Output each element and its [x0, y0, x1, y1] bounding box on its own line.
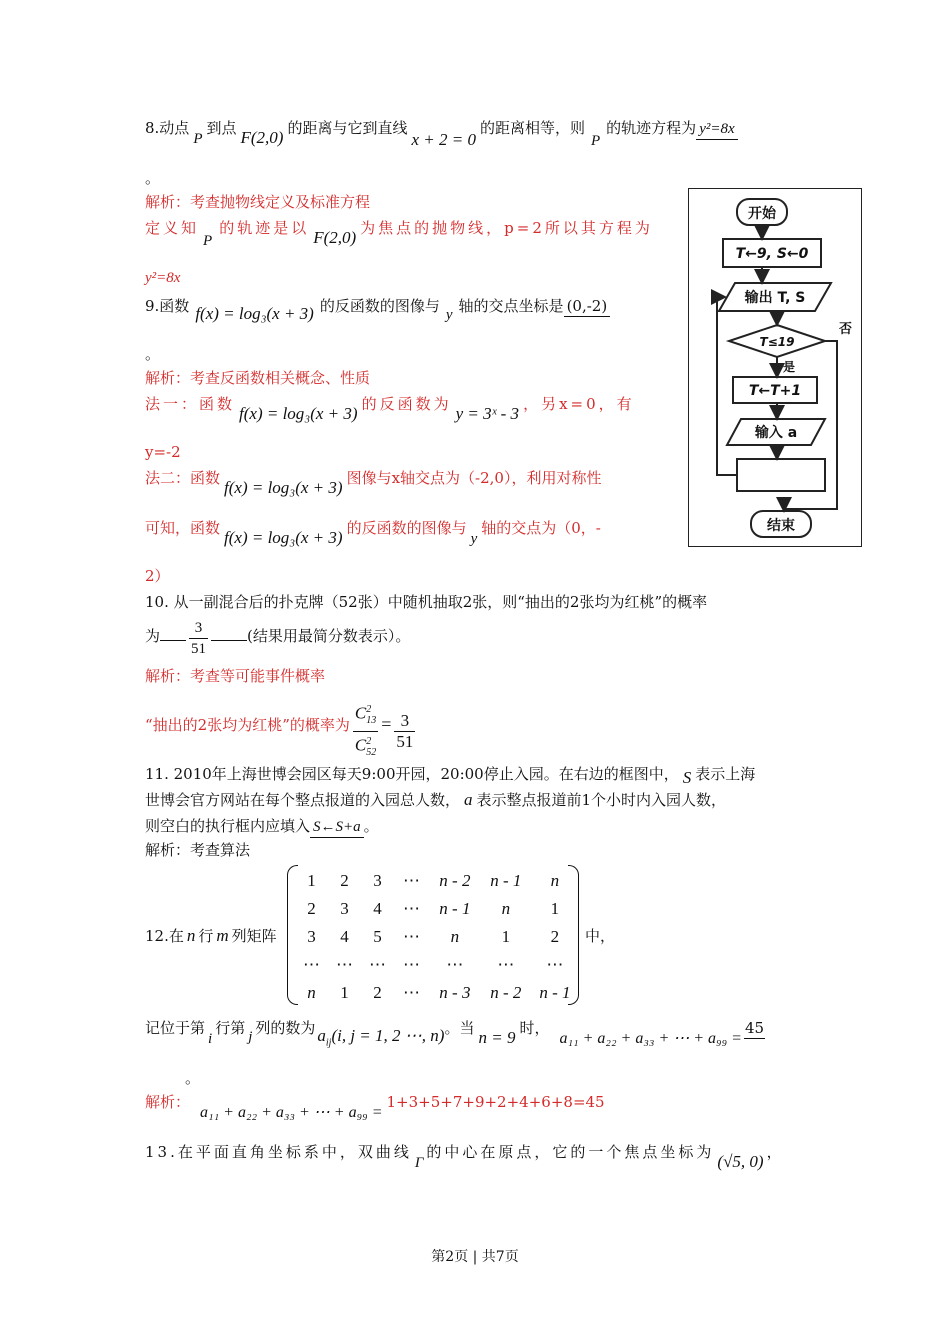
matrix-cell: n - 3 [439, 983, 471, 1002]
q9-tail: 。 [145, 345, 161, 363]
matrix-cell: n [307, 983, 316, 1002]
matrix-cell: 5 [373, 927, 382, 946]
q12-solution: 解析：a₁₁ + a₂₂ + a₃₃ + ⋯ + a₉₉ =1+3+5+7+9+2+4+6+8=45 [145, 1093, 605, 1121]
q8-line: 8.动点P到点 F(2,0) 的距离与它到直线x + 2 = 0的距离相等，则P的轨迹方程为 y²=8x [145, 118, 738, 140]
q11-answer: S←S+a [310, 817, 364, 838]
fc-init-label: T←9, S←0 [735, 246, 809, 262]
matrix-row [295, 895, 579, 923]
q13-line: 13.在平面直角坐标系中，双曲线Γ的中心在原点，它的一个焦点坐标为 (√5, 0) ， [145, 1143, 785, 1171]
matrix-cell: ⋯ [403, 927, 420, 946]
matrix-cell: 3 [340, 899, 349, 918]
matrix-cell: ⋯ [446, 955, 464, 974]
q12-line2: 记位于第i行第 j 列的数为 $a_{ij}(i$, j = 1, 2 ⋯, n)。当 n = 9 时，a₁₁ + a₂₂ + a₃₃ + ⋯ + a₉₉ =45 [145, 1019, 765, 1049]
matrix-cell: 1 [550, 899, 560, 918]
q9-method2-end: 2） [145, 567, 170, 585]
q12-tail: 。 [185, 1069, 201, 1087]
q11-line1: 11. 2010年上海世博会园区每天9:00开园，20:00停止入园。在右边的框图中， S 表示上海 [145, 765, 756, 787]
fc-condition-label: T≤19 [759, 335, 795, 349]
q9-method1: 法一：函数 f(x) = log₃(x + 3) 的反函数为 y = 3ˣ - 3 ，另x=0，有 [145, 395, 635, 423]
matrix-cell: ⋯ [303, 955, 320, 974]
q8-tail: 。 [145, 169, 161, 187]
matrix-row [295, 979, 579, 1007]
q12-answer: 45 [744, 1019, 765, 1037]
q9-solution-head: 解析：考查反函数相关概念、性质 [145, 369, 371, 387]
matrix-cell: 3 [307, 927, 316, 946]
q8-solution-answer: y²=8x [145, 270, 181, 286]
matrix-cell: 2 [340, 871, 349, 890]
matrix-cell: 4 [373, 899, 382, 918]
q10-solution-head: 解析：考查等可能事件概率 [145, 667, 326, 685]
matrix-cell: n - 1 [439, 899, 471, 918]
q12-after-matrix: 中， [585, 927, 616, 945]
page-footer: 第2页 | 共7页 [431, 1249, 519, 1265]
matrix-cell: n [450, 927, 460, 946]
matrix-cell: n [501, 899, 511, 918]
matrix-cell: 2 [373, 983, 382, 1002]
matrix-cell: 1 [501, 927, 511, 946]
q11-solution-head: 解析：考查算法 [145, 841, 251, 859]
q8-solution-line: 定义知P的轨迹是以 F(2,0) 为焦点的抛物线，p=2所以其方程为 [145, 219, 653, 249]
q11-line2: 世博会官方网站在每个整点报道的入园总人数， a 表示整点报道前1个小时内入园人数， [145, 790, 727, 809]
matrix-cell: ⋯ [497, 955, 515, 974]
matrix-cell: 2 [550, 927, 560, 946]
matrix-table [295, 867, 579, 1007]
matrix-cell: ⋯ [369, 955, 387, 974]
matrix-cell: 1 [340, 983, 349, 1002]
matrix-row [295, 923, 579, 951]
q12-line: 12.在 n 行 m 列矩阵 [145, 926, 277, 945]
matrix-cell: n - 2 [490, 983, 522, 1002]
q9-method1-result: y=-2 [145, 443, 181, 461]
matrix-cell: n - 1 [490, 871, 522, 890]
fc-blank-box [737, 459, 825, 491]
matrix-cell: n - 2 [439, 871, 471, 890]
matrix-cell: ⋯ [336, 955, 354, 974]
fc-output-label: 输出 T, S [744, 290, 806, 306]
fc-end-label: 结束 [767, 518, 795, 534]
flowchart-svg [689, 189, 861, 546]
q10-line2: 为 $\frac{3}{51}$ (结果用最简分数表示）。 [145, 620, 411, 657]
q10-solution-line: “抽出的2张均为红桃”的概率为 $\frac{C^2_{13}}{C^2_{52}}$ = $\frac{3}{51}$ [145, 700, 418, 763]
fc-yes-label: 是 [783, 360, 796, 374]
matrix-cell: ⋯ [403, 983, 420, 1002]
matrix-cell: ⋯ [403, 955, 420, 974]
fc-increment-label: T←T+1 [748, 383, 802, 399]
fc-start-label: 开始 [748, 206, 776, 222]
matrix-row [295, 951, 579, 979]
q10-line1: 10. 从一副混合后的扑克牌（52张）中随机抽取2张，则“抽出的2张均为红桃”的概率 [145, 593, 708, 611]
matrix-cell: 4 [340, 927, 349, 946]
q11-line3: 则空白的执行框内应填入 S←S+a 。 [145, 816, 379, 838]
flowchart [688, 188, 862, 547]
q10-answer-fraction: $\frac{3}{51}$ [191, 620, 207, 657]
q9-method2-cont: 可知，函数 f(x) = log₃(x + 3) 的反函数的图像与y轴的交点为（0，- [145, 519, 601, 547]
fc-input-label: 输入 a [754, 425, 798, 441]
fc-no-label: 否 [839, 322, 853, 337]
matrix-cell: ⋯ [403, 899, 420, 918]
matrix-cell: ⋯ [546, 955, 564, 974]
q9-method2: 法二：函数 f(x) = log₃(x + 3) 图像与x轴交点为（-2,0），利用对称性 [145, 469, 602, 497]
q8-answer: y²=8x [696, 119, 737, 140]
matrix-cell: 2 [307, 899, 316, 918]
matrix [287, 865, 579, 1005]
matrix-cell: n - 1 [539, 983, 571, 1002]
q9-line: 9.函数 f(x) = log₃(x + 3) 的反函数的图像与 y 轴的交点坐标是 (0,-2) [145, 296, 610, 317]
q8-solution-head: 解析：考查抛物线定义及标准方程 [145, 193, 371, 211]
matrix-cell: ⋯ [403, 871, 420, 890]
matrix-cell: 1 [307, 871, 316, 890]
q9-answer: (0,-2) [564, 296, 611, 317]
matrix-cell: 3 [373, 871, 382, 890]
matrix-row [295, 867, 579, 895]
matrix-cell: n [550, 871, 560, 890]
combination-fraction: $\frac{C^2_{13}}{C^2_{52}}$ [353, 700, 378, 763]
